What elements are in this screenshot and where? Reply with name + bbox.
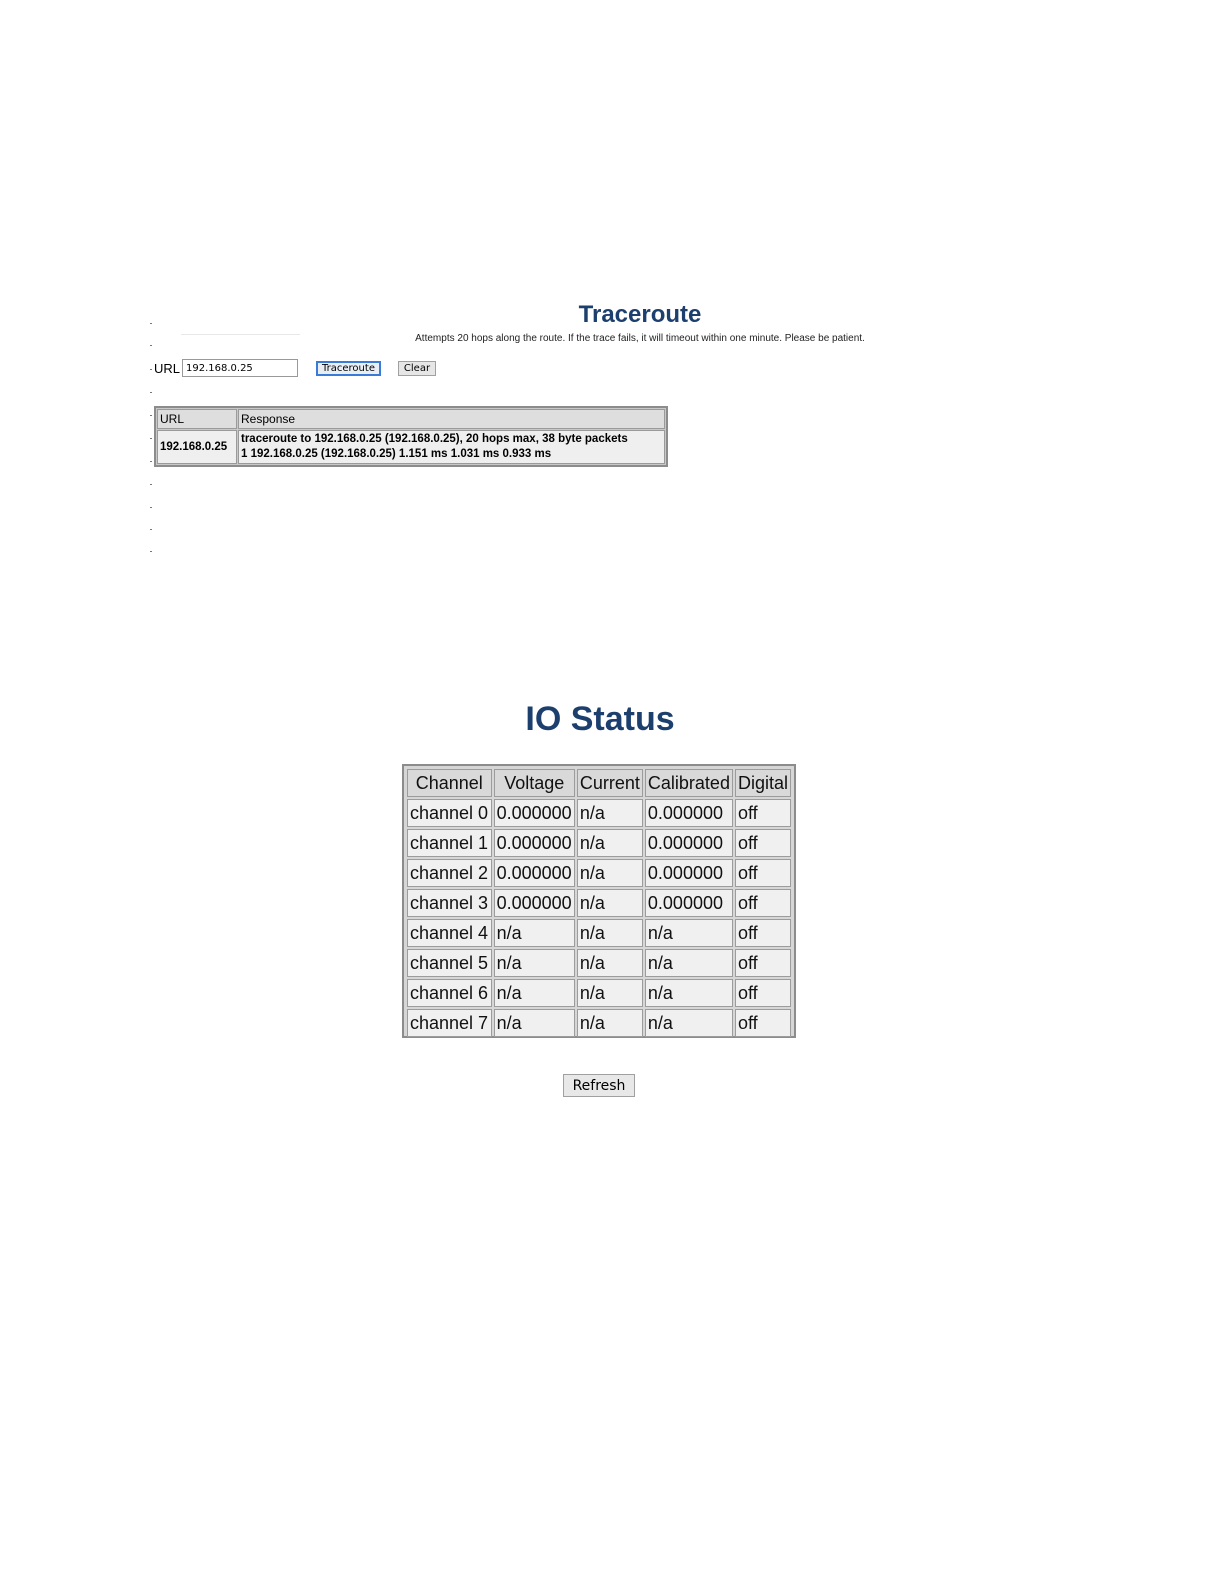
voltage-cell: n/a: [494, 1009, 575, 1037]
current-cell: n/a: [577, 919, 643, 947]
marker-dot: [150, 415, 152, 416]
clear-button[interactable]: Clear: [398, 361, 436, 376]
current-cell: n/a: [577, 1009, 643, 1037]
voltage-cell: 0.000000: [494, 889, 575, 917]
marker-dot: [150, 323, 152, 324]
io-status-title: IO Status: [525, 700, 675, 738]
column-header-calibrated: Calibrated: [645, 769, 733, 797]
calibrated-cell: 0.000000: [645, 799, 733, 827]
channel-cell: channel 5: [407, 949, 492, 977]
channel-cell: channel 2: [407, 859, 492, 887]
digital-cell: off: [735, 799, 791, 827]
column-header-current: Current: [577, 769, 643, 797]
channel-cell: channel 7: [407, 1009, 492, 1037]
voltage-cell: 0.000000: [494, 799, 575, 827]
table-row: [407, 799, 791, 827]
calibrated-cell: 0.000000: [645, 829, 733, 857]
calibrated-cell: n/a: [645, 919, 733, 947]
divider: [181, 334, 300, 335]
digital-cell: off: [735, 859, 791, 887]
table-row: [157, 430, 665, 464]
digital-cell: off: [735, 979, 791, 1007]
table-row: [407, 919, 791, 947]
channel-cell: channel 0: [407, 799, 492, 827]
marker-dot: [150, 345, 152, 346]
current-cell: n/a: [577, 859, 643, 887]
marker-dot: [150, 461, 152, 462]
digital-cell: off: [735, 949, 791, 977]
table-row: [407, 1009, 791, 1037]
channel-cell: channel 6: [407, 979, 492, 1007]
channel-cell: channel 3: [407, 889, 492, 917]
table-header-row: [407, 769, 791, 797]
response-line: traceroute to 192.168.0.25 (192.168.0.25), 20 hops max, 38 byte packets: [241, 433, 628, 445]
column-header-digital: Digital: [735, 769, 791, 797]
current-cell: n/a: [577, 889, 643, 917]
traceroute-subtitle: Attempts 20 hops along the route. If the trace fails, it will timeout within one minute. Please be patient.: [415, 333, 865, 344]
result-url: 192.168.0.25: [157, 430, 237, 464]
channel-cell: channel 1: [407, 829, 492, 857]
marker-dot: [150, 551, 152, 552]
traceroute-title: Traceroute: [578, 301, 702, 328]
result-response: [238, 430, 665, 464]
marker-dot: [150, 369, 152, 370]
column-header-response: Response: [238, 409, 665, 429]
table-row: [407, 949, 791, 977]
response-line: 1 192.168.0.25 (192.168.0.25) 1.151 ms 1.031 ms 0.933 ms: [241, 448, 552, 460]
marker-dot: [150, 507, 152, 508]
calibrated-cell: 0.000000: [645, 859, 733, 887]
current-cell: n/a: [577, 979, 643, 1007]
voltage-cell: 0.000000: [494, 859, 575, 887]
calibrated-cell: n/a: [645, 1009, 733, 1037]
table-row: [407, 889, 791, 917]
current-cell: n/a: [577, 829, 643, 857]
calibrated-cell: n/a: [645, 979, 733, 1007]
voltage-cell: n/a: [494, 949, 575, 977]
url-input[interactable]: [182, 359, 298, 377]
table-row: [407, 859, 791, 887]
table-row: [407, 979, 791, 1007]
refresh-button[interactable]: Refresh: [563, 1074, 635, 1097]
io-status-table: [402, 764, 796, 1038]
column-header-voltage: Voltage: [494, 769, 575, 797]
voltage-cell: 0.000000: [494, 829, 575, 857]
current-cell: n/a: [577, 799, 643, 827]
calibrated-cell: n/a: [645, 949, 733, 977]
traceroute-results-table: [154, 406, 668, 467]
url-label: URL: [154, 361, 181, 376]
voltage-cell: n/a: [494, 979, 575, 1007]
digital-cell: off: [735, 919, 791, 947]
current-cell: n/a: [577, 949, 643, 977]
calibrated-cell: 0.000000: [645, 889, 733, 917]
digital-cell: off: [735, 829, 791, 857]
marker-dot: [150, 438, 152, 439]
column-header-url: URL: [157, 409, 237, 429]
traceroute-button[interactable]: Traceroute: [316, 361, 381, 376]
marker-dot: [150, 529, 152, 530]
marker-dot: [150, 392, 152, 393]
table-row: [407, 829, 791, 857]
digital-cell: off: [735, 889, 791, 917]
marker-dot: [150, 484, 152, 485]
table-header-row: [157, 409, 665, 429]
voltage-cell: n/a: [494, 919, 575, 947]
digital-cell: off: [735, 1009, 791, 1037]
column-header-channel: Channel: [407, 769, 492, 797]
channel-cell: channel 4: [407, 919, 492, 947]
